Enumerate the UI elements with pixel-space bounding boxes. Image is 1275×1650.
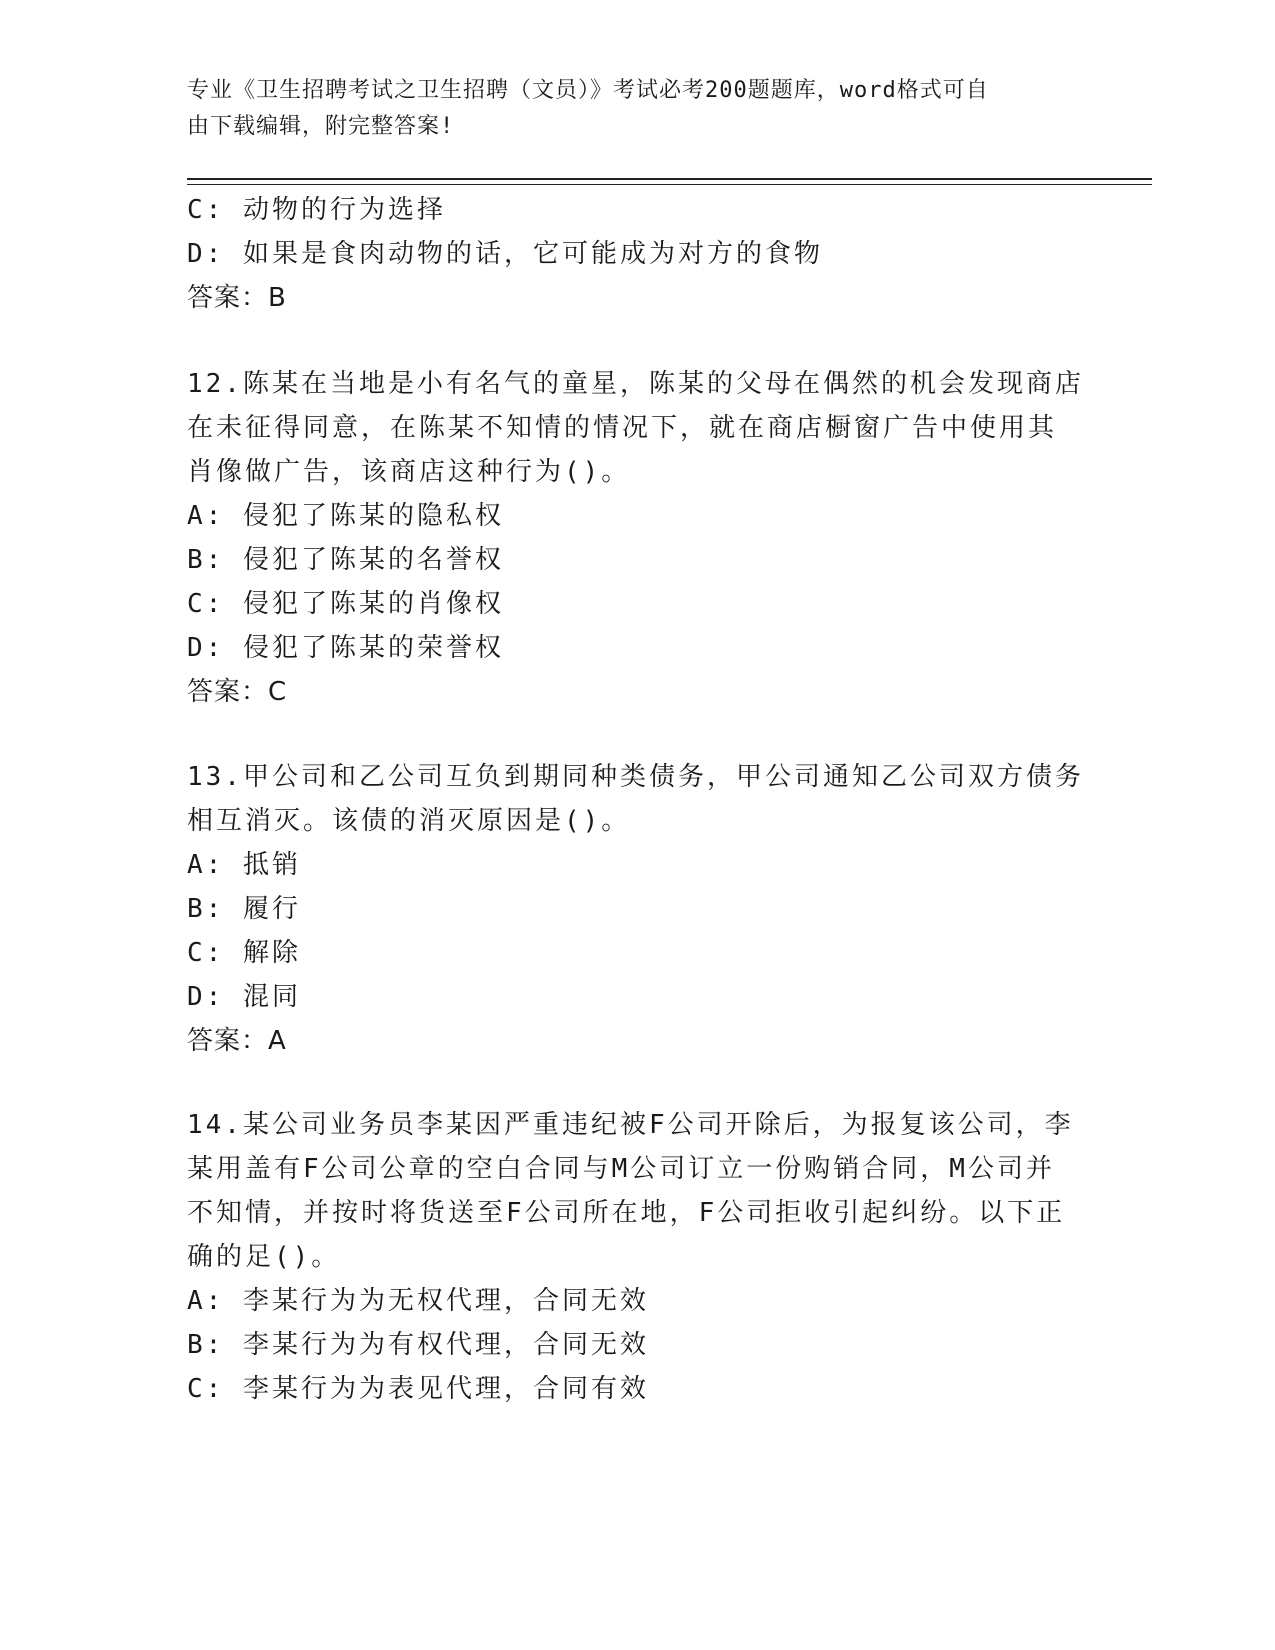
q14-stem-line-3: 不知情，并按时将货送至F公司所在地，F公司拒收引起纠纷。以下正 bbox=[187, 1198, 1066, 1228]
q12-stem-line-2: 在未征得同意，在陈某不知情的情况下，就在商店橱窗广告中使用其 bbox=[187, 413, 1058, 443]
document-header bbox=[187, 73, 1067, 145]
header-line-2: 由下载编辑，附完整答案! bbox=[187, 114, 455, 139]
q13-option-b: B: 履行 bbox=[187, 894, 301, 924]
q13-stem-line-2: 相互消灭。该债的消灭原因是()。 bbox=[187, 806, 631, 836]
q13-option-d: D: 混同 bbox=[187, 982, 301, 1012]
header-line-1: 专业《卫生招聘考试之卫生招聘（文员）》考试必考200题题库，word格式可自 bbox=[187, 78, 989, 103]
q13-answer: 答案：A bbox=[187, 1026, 287, 1056]
q12-answer: 答案：C bbox=[187, 677, 288, 707]
q12-option-b: B: 侵犯了陈某的名誉权 bbox=[187, 545, 504, 575]
q11-option-d: D: 如果是食肉动物的话，它可能成为对方的食物 bbox=[187, 239, 823, 269]
q13-option-a: A: 抵销 bbox=[187, 850, 301, 880]
header-divider-thick bbox=[187, 178, 1152, 180]
q14-option-a: A: 李某行为为无权代理，合同无效 bbox=[187, 1286, 649, 1316]
q14-stem-line-4: 确的足()。 bbox=[187, 1242, 341, 1272]
q12-option-d: D: 侵犯了陈某的荣誉权 bbox=[187, 633, 504, 663]
q12-stem-line-3: 肖像做广告，该商店这种行为()。 bbox=[187, 457, 631, 487]
q12-option-c: C: 侵犯了陈某的肖像权 bbox=[187, 589, 504, 619]
q11-answer: 答案：B bbox=[187, 283, 287, 313]
q14-stem-line-1: 14.某公司业务员李某因严重违纪被F公司开除后，为报复该公司，李 bbox=[187, 1110, 1074, 1140]
q13-option-c: C: 解除 bbox=[187, 938, 301, 968]
q14-option-b: B: 李某行为为有权代理，合同无效 bbox=[187, 1330, 649, 1360]
q12-option-a: A: 侵犯了陈某的隐私权 bbox=[187, 501, 504, 531]
q13-stem-line-1: 13.甲公司和乙公司互负到期同种类债务，甲公司通知乙公司双方债务 bbox=[187, 762, 1084, 792]
q11-option-c: C: 动物的行为选择 bbox=[187, 195, 446, 225]
header-divider-thin bbox=[187, 184, 1152, 185]
q14-stem-line-2: 某用盖有F公司公章的空白合同与M公司订立一份购销合同，M公司并 bbox=[187, 1154, 1055, 1184]
q14-option-c: C: 李某行为为表见代理，合同有效 bbox=[187, 1374, 649, 1404]
q12-stem-line-1: 12.陈某在当地是小有名气的童星，陈某的父母在偶然的机会发现商店 bbox=[187, 369, 1084, 399]
